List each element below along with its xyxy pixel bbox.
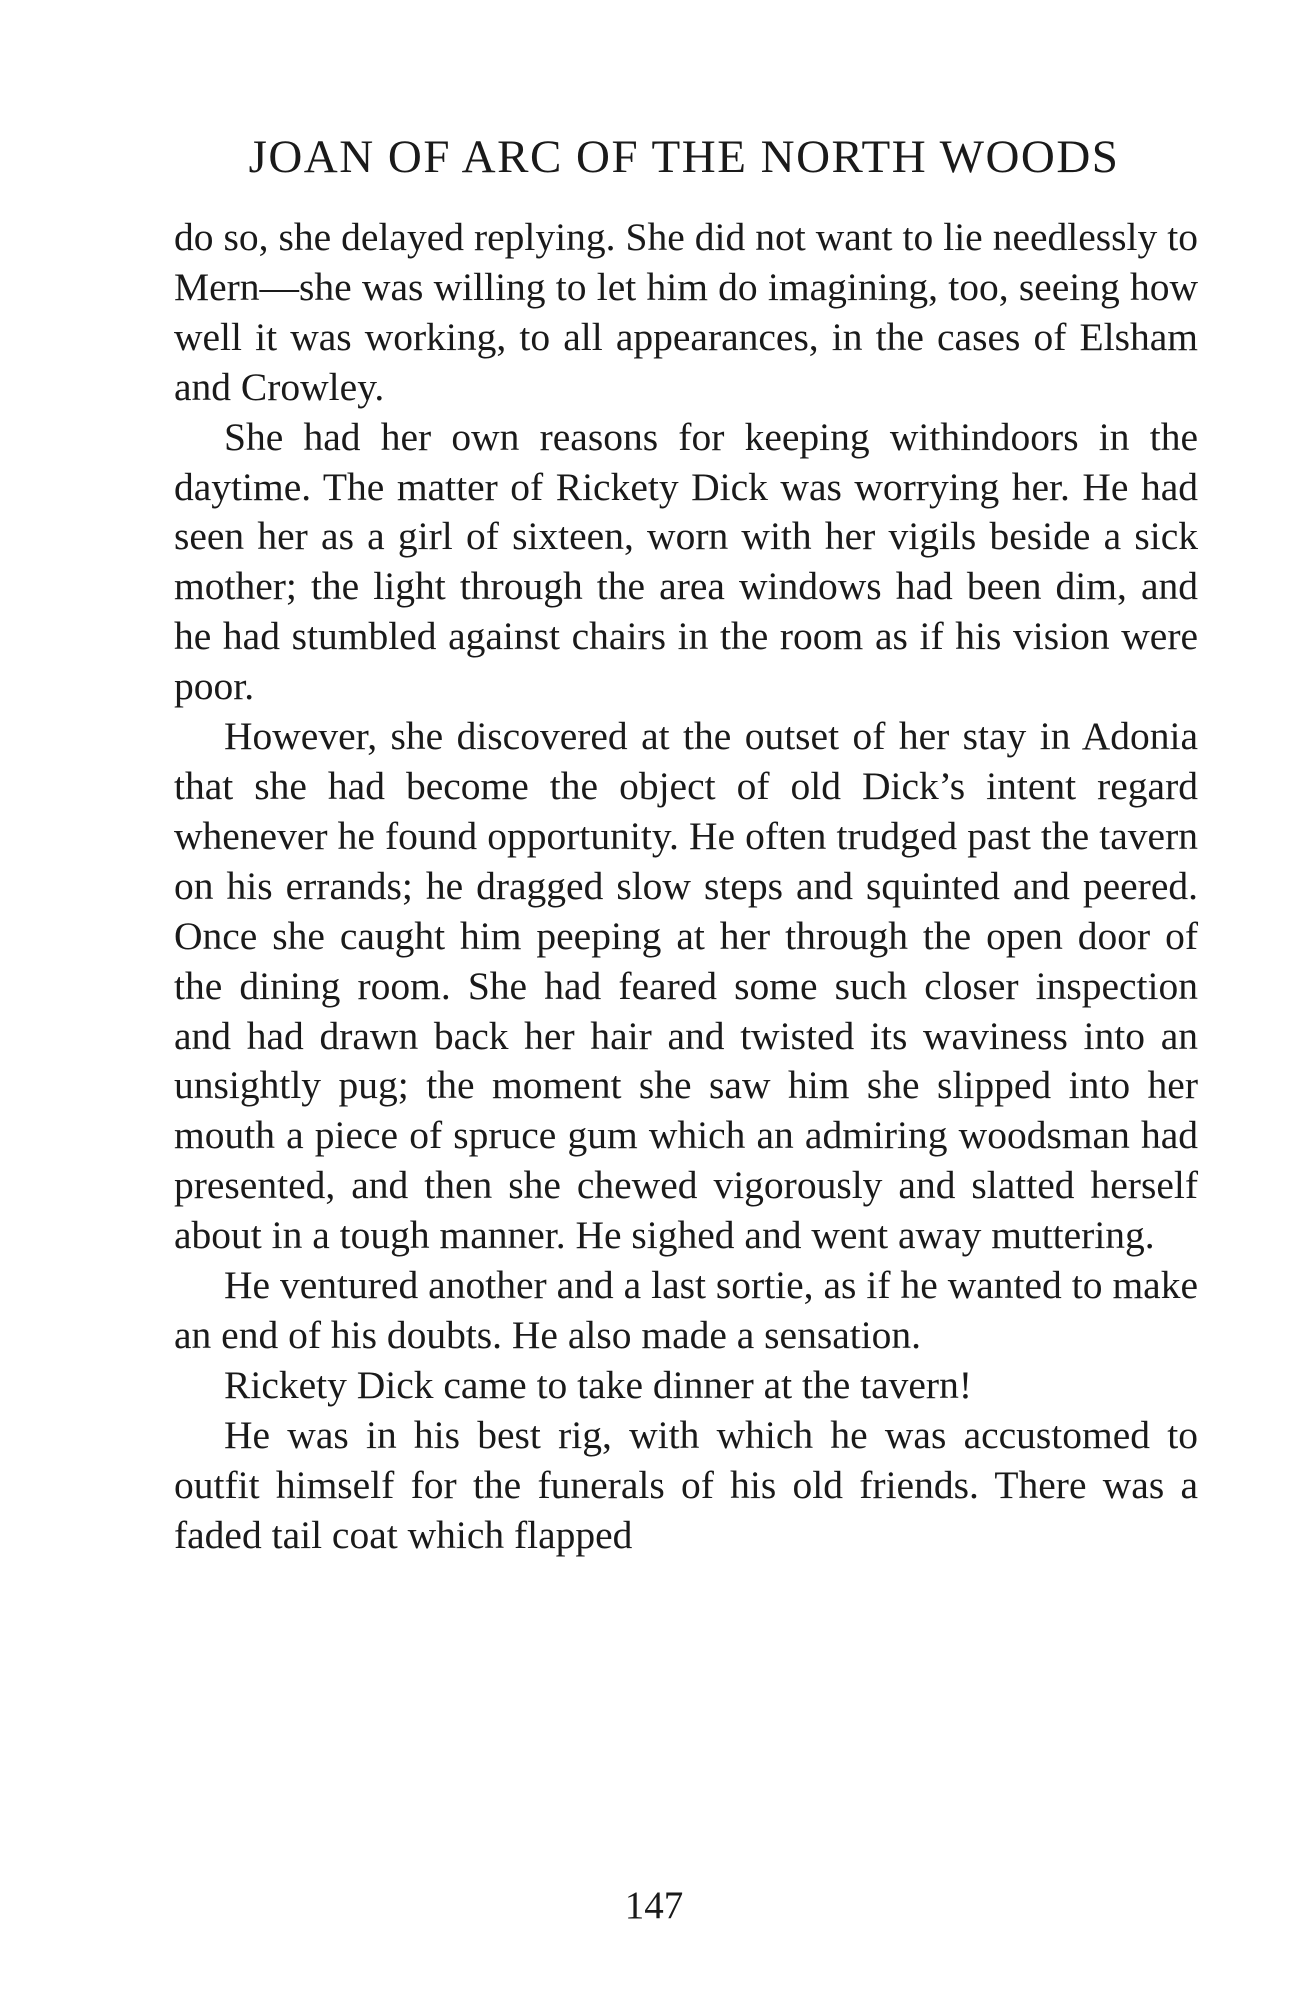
paragraph: He ventured another and a last sortie, as if he wanted to make an end of his doubts. He also made a sensation. [174, 1263, 1198, 1357]
paragraph: She had her own reasons for keeping withindoors in the daytime. The matter of Rickety Dick was worrying her. He had seen her as a girl of sixteen, worn with her vigils beside a sick mother; the light through the area windows had been dim, and he had stumbled against chairs in the room as if his vision were poor. [174, 414, 1198, 709]
paragraph-continued: do so, she delayed replying. She did not want to lie needlessly to Mern—she was willing to let him do imagining, too, seeing how well it was working, to all appearances, in the cases of Elsham and Crowley. [174, 215, 1198, 409]
page-number: 147 [624, 1884, 684, 1927]
paragraph: He was in his best rig, with which he was accustomed to outfit himself for the funerals of his old friends. There was a faded tail coat which flapped [174, 1412, 1198, 1557]
body-text [174, 213, 1198, 1560]
paragraph: However, she discovered at the outset of her stay in Adonia that she had become the object of old Dick’s intent regard whenever he found opportunity. He often trudged past the tavern on his errands; he dragged slow steps and squinted and peered. Once she caught him peeping at her through the open door of the dining room. She had feared some such closer inspection and had drawn back her hair and twisted its waviness into an unsightly pug; the moment she saw him she slipped into her mouth a piece of spruce gum which an admiring woodsman had presented, and then she chewed vigorously and slatted herself about in a tough manner. He sighed and went away muttering. [174, 714, 1198, 1258]
running-head: JOAN OF ARC OF THE NORTH WOODS [248, 131, 1120, 183]
paragraph: Rickety Dick came to take dinner at the tavern! [224, 1362, 972, 1407]
